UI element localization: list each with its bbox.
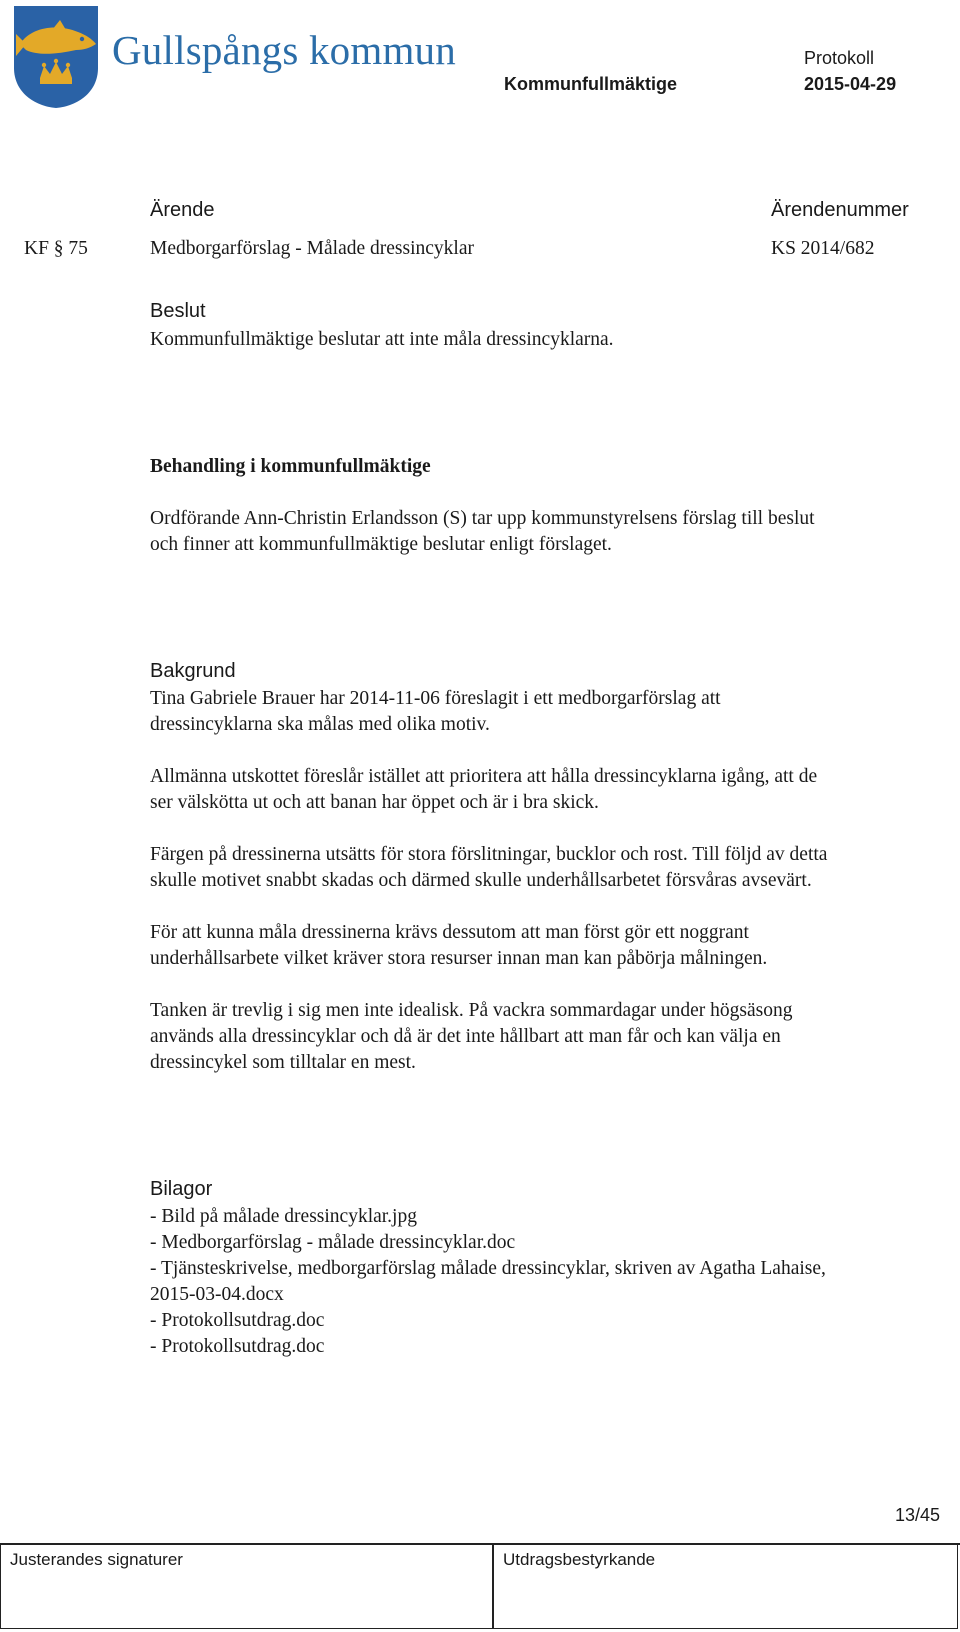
bakgrund-p3-line2: skulle motivet snabbt skadas och därmed skulle underhållsarbetet försvåras avsevärt. [150,870,812,891]
beslut-text: Kommunfullmäktige beslutar att inte måla dressincyklarna. [150,329,614,350]
bakgrund-heading: Bakgrund [150,660,236,682]
bakgrund-p2-line2: ser välskötta ut och att banan har öppet och är i bra skick. [150,792,599,813]
bakgrund-p4-line1: För att kunna måla dressinerna krävs dessutom att man först gör ett noggrant [150,922,749,943]
bilaga-item: - Protokollsutdrag.doc [150,1336,325,1357]
bakgrund-p1-line2: dressincyklarna ska målas med olika motiv. [150,714,490,735]
doc-type: Protokoll [804,48,875,68]
bilaga-item: 2015-03-04.docx [150,1284,284,1305]
utdrag-label: Utdragsbestyrkande [503,1550,656,1569]
arende-label: Ärende [150,199,215,221]
bakgrund-p5-line1: Tanken är trevlig i sig men inte idealisk. På vackra sommardagar under högsäsong [150,1000,793,1021]
bakgrund-p1-line1: Tina Gabriele Brauer har 2014-11-06 föreslagit i ett medborgarförslag att [150,688,721,709]
bilaga-item: - Bild på målade dressincyklar.jpg [150,1206,417,1227]
behandling-heading: Behandling i kommunfullmäktige [150,456,431,477]
bilaga-item: - Tjänsteskrivelse, medborgarförslag målade dressincyklar, skriven av Agatha Lahaise, [150,1258,826,1279]
case-title: Medborgarförslag - Målade dressincyklar [150,238,474,259]
paragraph-number: KF § 75 [24,238,88,259]
meeting-date: 2015-04-29 [804,74,897,94]
signatures-label: Justerandes signaturer [10,1550,183,1569]
behandling-line-2: och finner att kommunfullmäktige beslutar enligt förslaget. [150,534,612,555]
page-number: 13/45 [895,1505,941,1525]
case-number: KS 2014/682 [771,238,875,259]
arendenummer-label: Ärendenummer [771,199,909,221]
municipality-logo [12,4,100,110]
bilaga-item: - Medborgarförslag - målade dressincyklar.doc [150,1232,516,1253]
brand-name: Gullspångs kommun [112,27,456,73]
coat-of-arms-icon [12,4,100,110]
bilagor-heading: Bilagor [150,1178,213,1200]
bilaga-item: - Protokollsutdrag.doc [150,1310,325,1331]
bakgrund-p4-line2: underhållsarbete vilket kräver stora resurser innan man kan påbörja målningen. [150,948,768,969]
bakgrund-p2-line1: Allmänna utskottet föreslår istället att prioritera att hålla dressincyklarna igång, att de [150,766,818,787]
behandling-line-1: Ordförande Ann-Christin Erlandsson (S) tar upp kommunstyrelsens förslag till beslut [150,508,815,529]
bakgrund-p5-line3: dressincykel som tilltalar en mest. [150,1052,416,1073]
bakgrund-p3-line1: Färgen på dressinerna utsätts för stora förslitningar, bucklor och rost. Till följd av detta [150,844,828,865]
beslut-heading: Beslut [150,300,206,322]
footer-divider [492,1545,494,1629]
assembly-name: Kommunfullmäktige [504,74,678,94]
bakgrund-p5-line2: används alla dressincyklar och då är det inte hållbart att man får och kan välja en [150,1026,781,1047]
